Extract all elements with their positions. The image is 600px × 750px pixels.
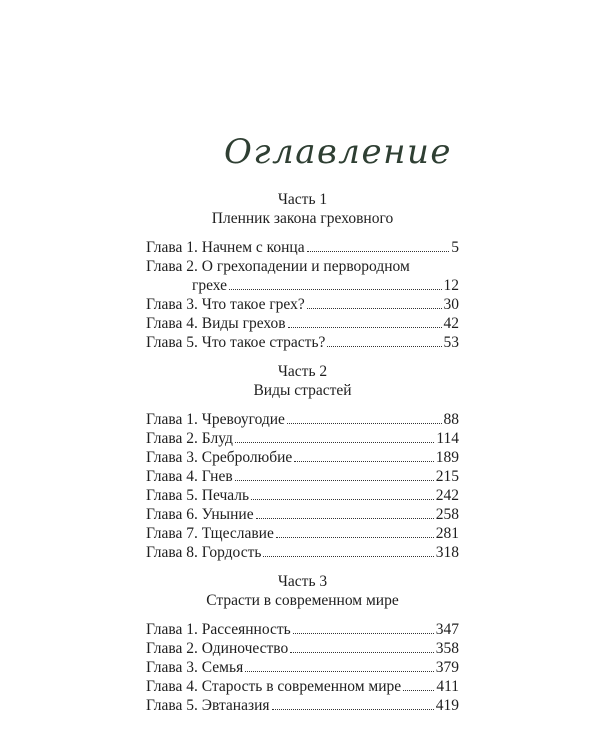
chapter-title: Глава 5. Печаль xyxy=(146,487,250,504)
toc-entry[interactable] xyxy=(146,677,459,696)
dot-leader xyxy=(307,308,442,309)
chapter-title: Глава 3. Семья xyxy=(146,659,244,676)
part-1 xyxy=(146,190,459,352)
page-number: 42 xyxy=(443,315,459,332)
page-number: 30 xyxy=(443,296,459,313)
part-number: Часть 1 xyxy=(277,191,328,208)
chapter-title: Глава 4. Виды грехов xyxy=(146,315,286,332)
dot-leader xyxy=(272,709,434,710)
dot-leader xyxy=(293,633,434,634)
page-number: 88 xyxy=(443,411,459,428)
chapter-title: Глава 4. Старость в современном мире xyxy=(146,678,402,695)
chapter-title: Глава 3. Что такое грех? xyxy=(146,296,305,313)
dot-leader xyxy=(403,690,434,691)
chapter-title: Глава 6. Уныние xyxy=(146,506,254,523)
chapter-title: Глава 5. Эвтаназия xyxy=(146,697,270,714)
dot-leader xyxy=(245,671,434,672)
toc-entry[interactable] xyxy=(146,467,459,486)
toc-entry[interactable] xyxy=(146,658,459,677)
page-number: 379 xyxy=(435,659,459,676)
chapter-title: Глава 1. Рассеянность xyxy=(146,621,291,638)
dot-leader xyxy=(235,480,434,481)
toc-entry[interactable] xyxy=(146,639,459,658)
toc-entry[interactable] xyxy=(146,505,459,524)
part-number: Часть 2 xyxy=(277,363,328,380)
page-number: 318 xyxy=(435,544,459,561)
part-heading xyxy=(146,362,459,400)
chapter-title: Глава 7. Тщеславие xyxy=(146,525,274,542)
part-heading xyxy=(146,190,459,228)
toc-entry[interactable] xyxy=(146,238,459,257)
page-number: 215 xyxy=(435,468,459,485)
toc-entry[interactable] xyxy=(146,295,459,314)
dot-leader xyxy=(327,346,441,347)
page-number: 12 xyxy=(443,277,459,294)
dot-leader xyxy=(290,652,433,653)
part-name: Страсти в современном мире xyxy=(206,592,399,609)
page-number: 419 xyxy=(435,697,459,714)
part-number: Часть 3 xyxy=(277,573,328,590)
page-number: 347 xyxy=(435,621,459,638)
chapter-title: Глава 3. Сребролюбие xyxy=(146,449,293,466)
page-number: 242 xyxy=(435,487,459,504)
toc-entry[interactable] xyxy=(146,448,459,467)
dot-leader xyxy=(256,518,434,519)
page-number: 358 xyxy=(435,640,459,657)
chapter-title: Глава 2. Одиночество xyxy=(146,640,289,657)
toc-entry[interactable] xyxy=(146,696,459,715)
dot-leader xyxy=(276,537,434,538)
dot-leader xyxy=(235,442,434,443)
dot-leader xyxy=(251,499,434,500)
toc-entry[interactable] xyxy=(146,410,459,429)
toc-entry[interactable] xyxy=(146,314,459,333)
part-name: Виды страстей xyxy=(253,382,352,399)
chapter-title: Глава 4. Гнев xyxy=(146,468,233,485)
toc-entry[interactable] xyxy=(146,486,459,505)
table-of-contents xyxy=(146,190,459,725)
dot-leader xyxy=(307,251,450,252)
page-number: 281 xyxy=(435,525,459,542)
toc-entry[interactable] xyxy=(146,543,459,562)
dot-leader xyxy=(287,423,442,424)
chapter-title: Глава 8. Гордость xyxy=(146,544,262,561)
part-3 xyxy=(146,572,459,715)
page-number: 53 xyxy=(443,334,459,351)
toc-entry[interactable] xyxy=(146,620,459,639)
chapter-title: Глава 1. Начнем с конца xyxy=(146,239,305,256)
chapter-title-continued: грехе xyxy=(192,277,228,294)
page-number: 5 xyxy=(451,239,459,256)
page-number: 189 xyxy=(435,449,459,466)
page-number: 258 xyxy=(435,506,459,523)
toc-entry[interactable] xyxy=(146,257,459,295)
chapter-title: Глава 2. О грехопадении и первородном xyxy=(146,258,410,275)
part-name: Пленник закона греховного xyxy=(211,210,394,227)
page-number: 114 xyxy=(436,430,459,447)
dot-leader xyxy=(288,327,442,328)
dot-leader xyxy=(229,289,441,290)
page-title: Оглавление xyxy=(224,132,452,172)
chapter-title: Глава 2. Блуд xyxy=(146,430,233,447)
dot-leader xyxy=(263,556,433,557)
chapter-title: Глава 5. Что такое страсть? xyxy=(146,334,326,351)
toc-entry[interactable] xyxy=(146,429,459,448)
dot-leader xyxy=(294,461,433,462)
toc-entry[interactable] xyxy=(146,333,459,352)
chapter-title: Глава 1. Чревоугодие xyxy=(146,411,285,428)
part-2 xyxy=(146,362,459,562)
part-heading xyxy=(146,572,459,610)
toc-entry[interactable] xyxy=(146,524,459,543)
page-number: 411 xyxy=(436,678,459,695)
